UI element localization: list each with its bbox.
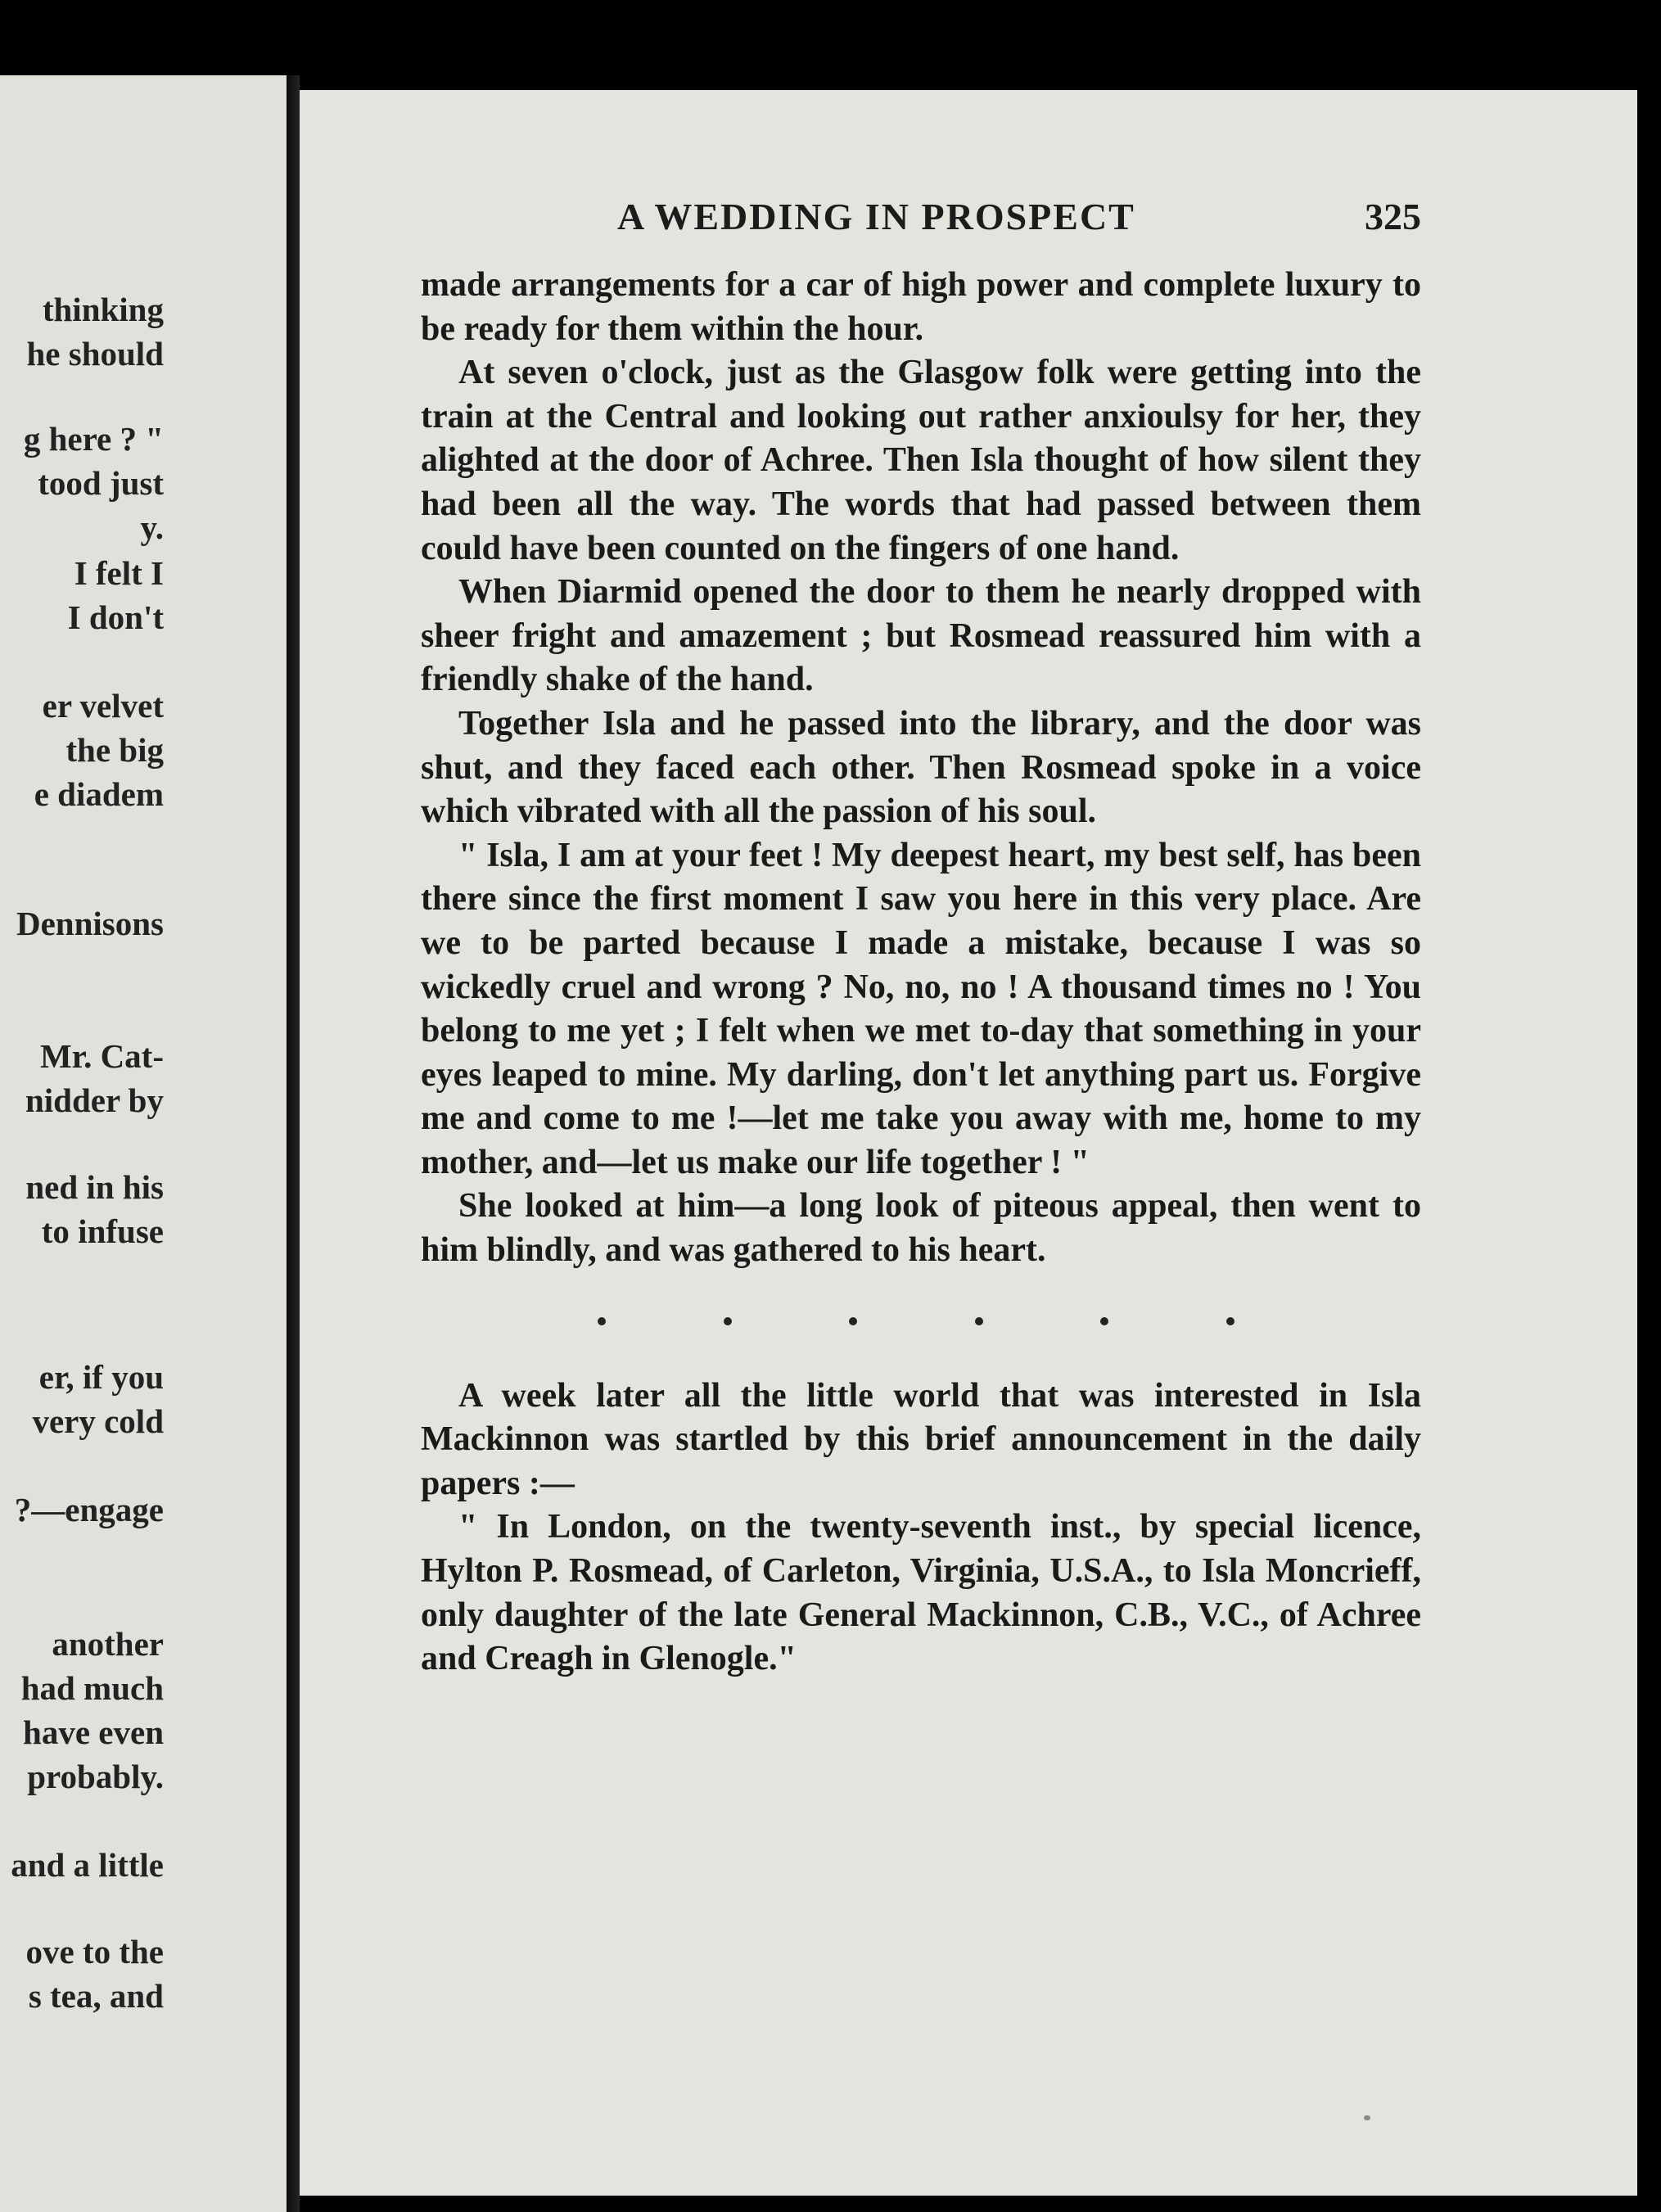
paragraph: Together Isla and he passed into the library, and the door was shut, and they faced each other. Then Rosmead spoke in a voice which vibrated with all the passion of his soul. (421, 704, 1421, 831)
paragraph: She looked at him—a long look of piteous appeal, then went to him blindly, and was gathered to his heart. (421, 1187, 1421, 1270)
announcement: " In London, on the twenty-seventh inst., by special licence, Hylton P. Rosmead, of Carleton, Virginia, U.S.A., to Isla Moncrieff, only daughter of the late General Mackinnon, C.B., V.C., of Achree and Creagh in Glenogle." (421, 1508, 1421, 1678)
paragraph: made arrangements for a car of high power and complete luxury to be ready for them within the hour. (421, 266, 1421, 348)
paragraph: A week later all the little world that was interested in Isla Mackinnon was startled by this brief announcement in the daily papers :— (421, 1376, 1421, 1502)
section-break-dot (849, 1317, 857, 1325)
left-page-line: probably. (27, 1758, 164, 1795)
section-break-dot (975, 1317, 983, 1325)
running-head (421, 195, 1421, 252)
left-page-line: I felt I (74, 554, 164, 592)
left-page-line: another (52, 1625, 164, 1663)
page-number: 325 (1365, 196, 1421, 237)
left-page-line: er velvet (42, 687, 164, 725)
book-gutter (287, 75, 300, 2212)
paragraph: At seven o'clock, just as the Glasgow folk were getting into the train at the Central and looking out rather anxioulsy for her, they alighted at the door of Achree. Then Isla thought of how silent they had been all the way. The words that had passed between them could have been counted on the fingers of one hand. (421, 354, 1421, 567)
left-page-line: ned in his (25, 1168, 164, 1206)
body-text (421, 264, 1421, 1682)
left-page-line: ove to the (25, 1933, 164, 1970)
chapter-title: A WEDDING IN PROSPECT (617, 196, 1135, 237)
left-page-line: nidder by (25, 1081, 164, 1119)
left-page-line: ?—engage (14, 1491, 164, 1528)
section-break-dot (724, 1317, 732, 1325)
page-content (421, 195, 1421, 1682)
section-break-dot (1100, 1317, 1108, 1325)
left-page-line: s tea, and (28, 1977, 164, 2015)
left-page-line: e diadem (34, 775, 164, 813)
left-page (0, 75, 287, 2212)
page-speck (1364, 2115, 1370, 2120)
left-page-line: Dennisons (16, 905, 164, 942)
right-page (300, 90, 1637, 2196)
left-page-line: Mr. Cat- (39, 1037, 164, 1075)
left-page-line: had much (20, 1669, 164, 1707)
section-break-dot (598, 1317, 606, 1325)
left-page-line: he should (26, 335, 164, 372)
section-break-dot (1226, 1317, 1234, 1325)
left-page-line: have even (23, 1713, 164, 1751)
left-page-line: to infuse (41, 1212, 164, 1250)
left-page-line: very cold (32, 1402, 164, 1440)
paragraph: When Diarmid opened the door to them he nearly dropped with sheer fright and amazement ; but Rosmead reassured him with a friendly shake of the hand. (421, 573, 1421, 699)
left-page-line: tood just (38, 464, 164, 502)
left-page-line: I don't (67, 598, 164, 636)
left-page-line: thinking (42, 291, 164, 328)
paragraph: " Isla, I am at your feet ! My deepest heart, my best self, has been there since the first moment I saw you here in this very place. Are we to be parted because I made a mistake, because I was so wickedly cruel and wrong ? No, no, no ! A thousand times no ! You belong to me yet ; I felt when we met to-day that something in your eyes leaped to mine. My darling, don't let anything part us. Forgive me and come to me !—let me take you away with me, home to my mother, and—let us make our life together ! " (421, 836, 1421, 1181)
left-page-line: er, if you (38, 1358, 164, 1396)
section-break (421, 1309, 1421, 1334)
left-page-line: y. (140, 508, 164, 546)
left-page-line: g here ? " (23, 420, 164, 458)
left-page-line: the big (65, 731, 164, 769)
left-page-line: and a little (11, 1846, 164, 1884)
